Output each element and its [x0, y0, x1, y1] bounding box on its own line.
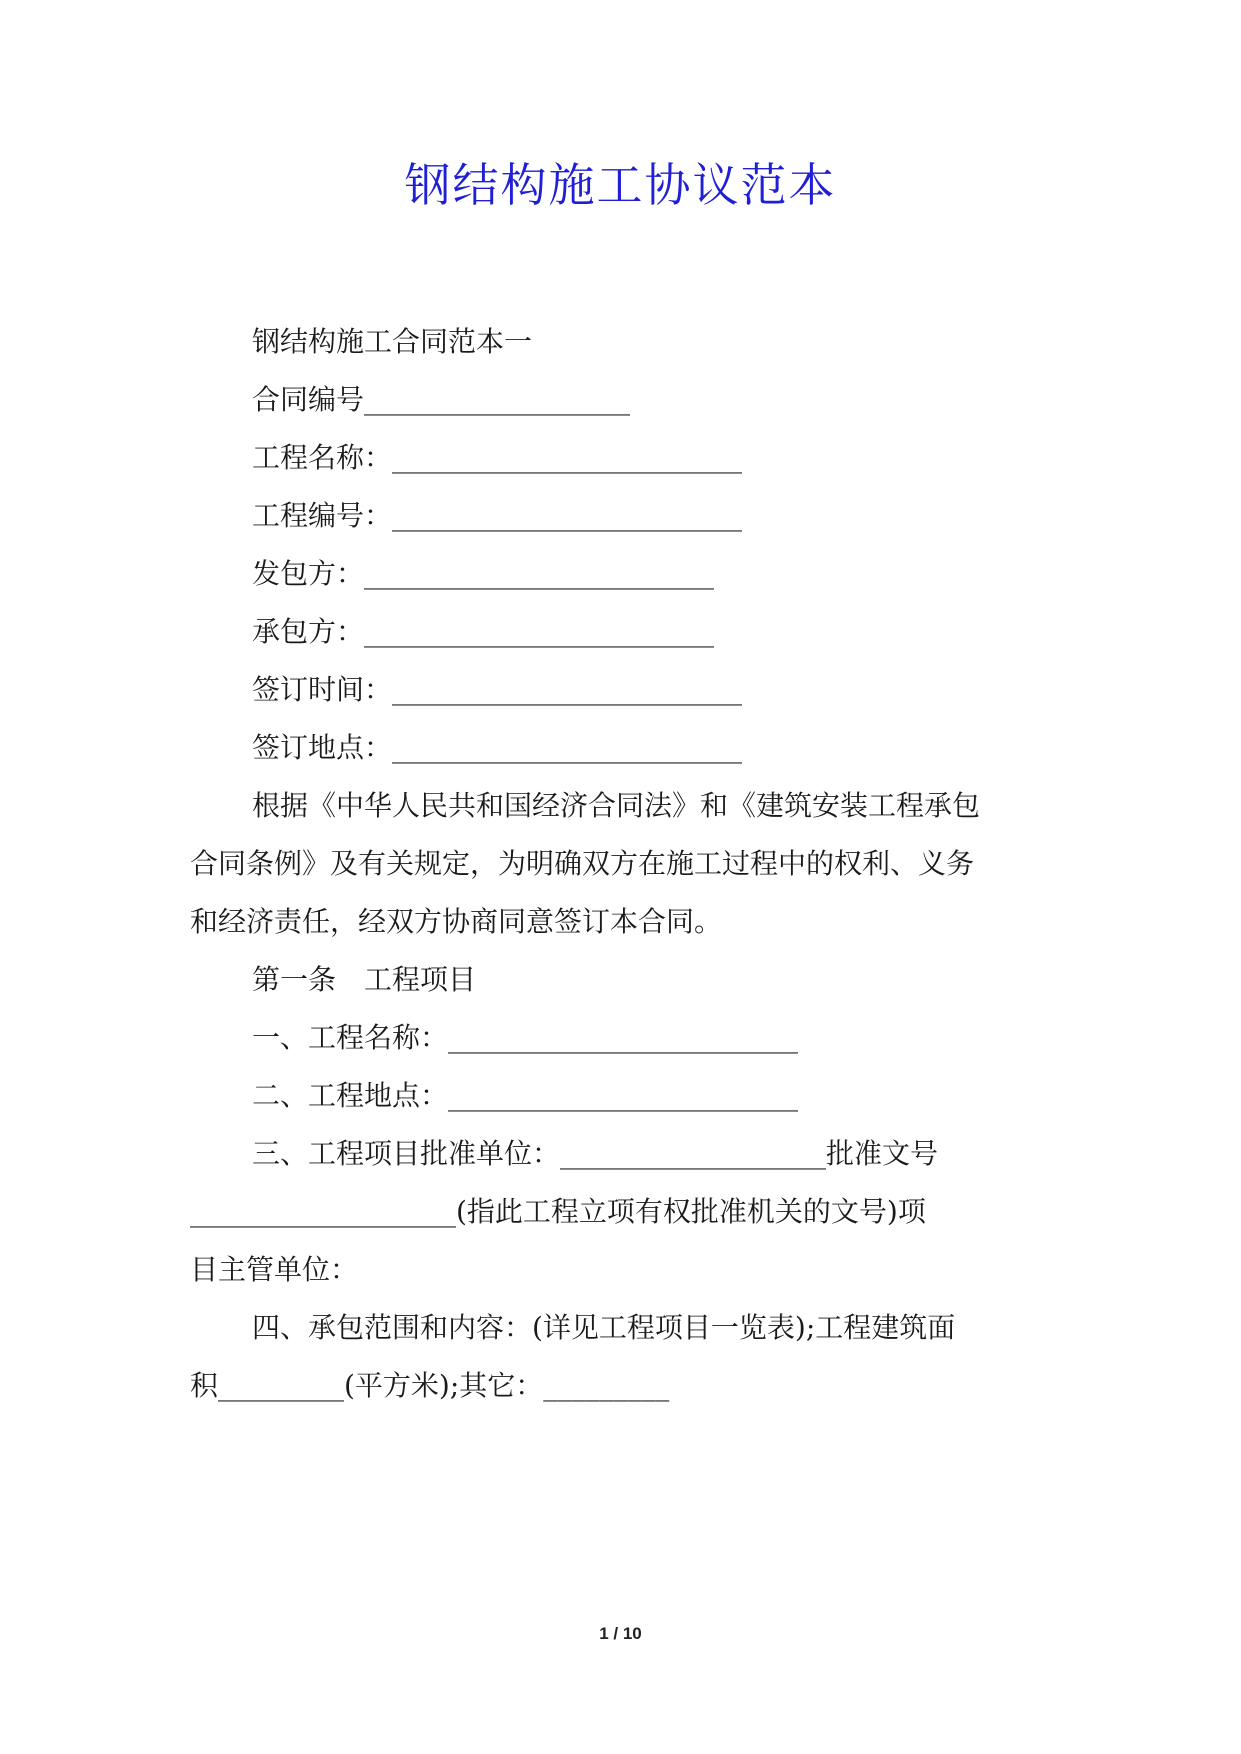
signing-date-field: 签订时间：_________________________ — [252, 673, 743, 706]
article-heading: 第一条 工程项目 — [252, 963, 477, 996]
signing-location-field: 签订地点：_________________________ — [252, 731, 743, 764]
paragraph-line: 合同条例》及有关规定，为明确双方在施工过程中的权利、义务 — [190, 847, 975, 880]
client-party-field: 发包方：_________________________ — [252, 557, 715, 590]
paragraph-line: 四、承包范围和内容：(详见工程项目一览表);工程建筑面 — [252, 1311, 956, 1344]
paragraph-line: 和经济责任，经双方协商同意签订本合同。 — [190, 905, 723, 938]
project-number-field: 工程编号：_________________________ — [252, 499, 743, 532]
paragraph-line: ___________________(指此工程立项有权批准机关的文号)项 — [190, 1195, 926, 1228]
item-project-name: 一、工程名称：_________________________ — [252, 1021, 799, 1054]
paragraph-line: 积_________(平方米);其它：_________ — [190, 1369, 670, 1402]
paragraph-line: 目主管单位： — [190, 1253, 359, 1286]
section-heading: 钢结构施工合同范本一 — [252, 325, 533, 358]
page-number: 1 / 10 — [599, 1624, 642, 1643]
item-project-location: 二、工程地点：_________________________ — [252, 1079, 799, 1112]
paragraph-line: 三、工程项目批准单位：___________________批准文号 — [252, 1137, 939, 1170]
paragraph-line: 根据《中华人民共和国经济合同法》和《建筑安装工程承包 — [252, 789, 981, 822]
contractor-party-field: 承包方：_________________________ — [252, 615, 715, 648]
document-title: 钢结构施工协议范本 — [404, 158, 837, 212]
project-name-field: 工程名称：_________________________ — [252, 441, 743, 474]
contract-number-field: 合同编号___________________ — [252, 383, 631, 416]
